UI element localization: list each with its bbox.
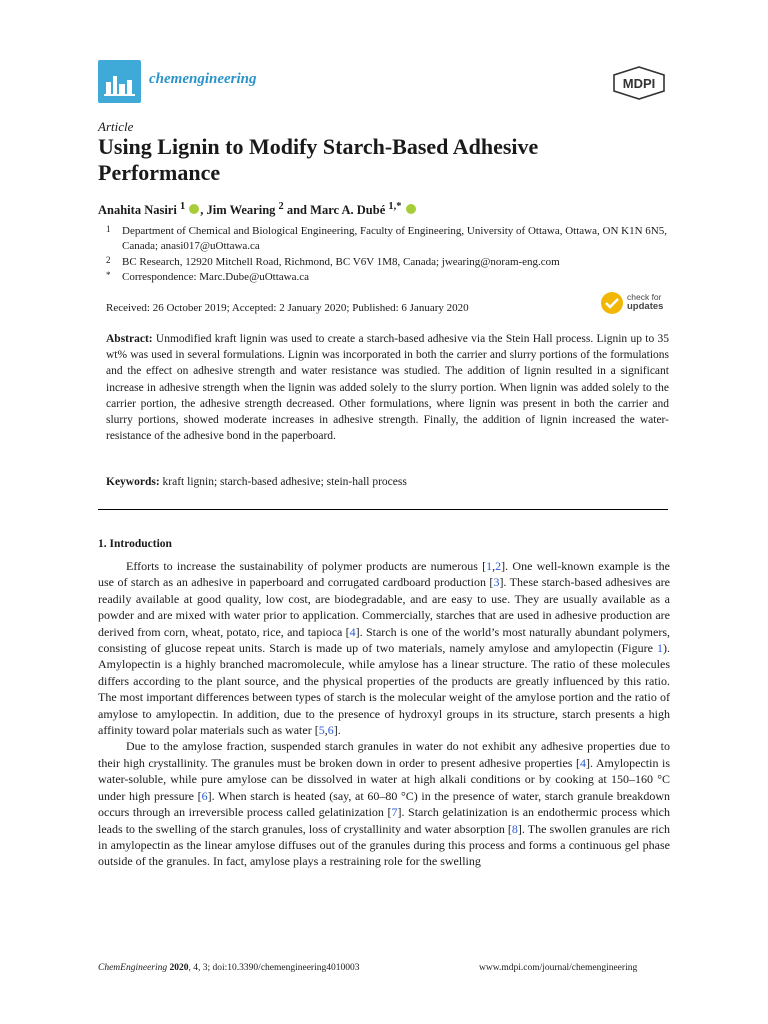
citation-link[interactable]: 4	[579, 755, 586, 770]
abstract	[106, 331, 669, 444]
footer-citation: ChemEngineering 2020, 4, 3; doi:10.3390/chemengineering4010003	[98, 963, 360, 973]
keywords	[106, 476, 407, 488]
figure-link[interactable]: 1	[657, 641, 663, 656]
author-sup: 1	[179, 201, 186, 212]
author-sup: 2	[278, 201, 284, 212]
correspondence: * Correspondence: Marc.Dube@uOttawa.ca	[106, 270, 309, 283]
publication-dates: Received: 26 October 2019; Accepted: 2 January 2020; Published: 6 January 2020	[106, 302, 469, 314]
citation-link[interactable]: 2	[495, 559, 502, 573]
citation-link[interactable]: 8	[511, 821, 518, 836]
journal-name: chemengineering	[149, 71, 257, 87]
abstract-label: Abstract:	[106, 333, 153, 345]
citation-link[interactable]: 1	[486, 559, 493, 573]
citation-link[interactable]: 6	[201, 788, 208, 803]
orcid-icon[interactable]	[406, 204, 416, 214]
author-list: Anahita Nasiri $^1$ , Jim Wearing $^2$ and Marc A. Dubé $^{1,*}$	[98, 201, 417, 218]
author-sup: 1,*	[388, 201, 402, 212]
article-type: Article	[98, 119, 134, 134]
svg-text:MDPI: MDPI	[622, 76, 656, 91]
orcid-icon[interactable]	[189, 204, 199, 214]
publisher-logo	[612, 66, 666, 100]
author-name[interactable]: Jim Wearing	[206, 203, 276, 218]
affiliation-2: 2 BC Research, 12920 Mitchell Road, Richmond, BC V6V 1M8, Canada; jwearing@noram-eng.com	[106, 255, 560, 268]
footer-url[interactable]: www.mdpi.com/journal/chemengineering	[479, 963, 638, 973]
citation-link[interactable]: 3	[493, 575, 500, 590]
abstract-text: Unmodified kraft lignin was used to create a starch-based adhesive via the Stein Hall process. Lignin up to 35 wt% was used in several formulations. Lignin was incorporated in both the carrier and slurry portions of the formulations and the effect on adhesive strength and water resistance was studied. The addition of lignin resulted in a significant increase in adhesive strength when the lignin was added solely to the slurry portion. When lignin was added solely to the carrier portion, the adhesive strength decreased. Other formulations, where lignin was present in both the carrier and slurry portions, showed moderate increases in adhesive strength. Finally, the addition of lignin increased the water-resistance of the adhesive bond in the paperboard.	[106, 333, 669, 443]
affiliation-1: 1 Department of Chemical and Biological Engineering, Faculty of Engineering, University of Ottawa, Ottawa, ON K1N 6N5, Canada; anasi017@uOttawa.ca	[106, 224, 667, 252]
author-name[interactable]: Marc A. Dubé	[310, 203, 386, 218]
paragraph-1: Efforts to increase the sustainability of polymer products are numerous [1,2]. One well-known example is the use of starch as an adhesive in paperboard and corrugated cardboard production [3]. These starch-based adhesives are readily available at good quality, low cost, are biodegradable, and are easy to use. They are usually available as a powder and are mixed with water prior to application. Commercially, starches that are used in adhesive production are derived from corn, wheat, potato, rice, and tapioca [4]. Starch is one of the world’s most naturally abundant polymers, consisting of glucose repeat units. Starch is made up of two materials, namely amylose and amylopectin (Figure 1). Amylopectin is a highly branched macromolecule, while amylose has a linear structure. The ratio of these molecules differs according to the plant source, and the physical properties of the products are greatly influenced by this ratio. The most important differences between types of starch is the molecular weight of the amylose portion and the ratio of amylose to amylopectin. In addition, due to the presence of hydroxyl groups in its structure, starch presents a high affinity toward polar materials such as water [5,6].	[98, 559, 671, 738]
check-for-updates-badge[interactable]: check for updates	[600, 291, 670, 315]
citation-link[interactable]: 4	[349, 624, 356, 639]
body-text	[98, 558, 670, 870]
citation-link[interactable]: 7	[391, 805, 398, 820]
divider	[98, 509, 668, 510]
check-updates-icon	[600, 291, 624, 315]
keywords-label: Keywords:	[106, 476, 160, 488]
citation-link[interactable]: 6	[327, 723, 334, 738]
author-name[interactable]: Anahita Nasiri	[98, 203, 177, 218]
paper-title: Using Lignin to Modify Starch-Based Adhesive Performance	[98, 134, 539, 185]
paragraph-2: Due to the amylose fraction, suspended starch granules in water do not exhibit any adhesive properties due to their high crystallinity. The granules must be broken down in order to present adhesive properties [4]. Amylopectin is water-soluble, while pure amylose can be dissolved in water at high alkali conditions or by cooking at 150–160 °C under high pressure [6]. When starch is heated (say, at 60–80 °C) in the presence of water, starch granule breakdown occurs through an irreversible process called gelatinization [7]. Starch gelatinization is an endothermic process which leads to the swelling of the starch granules, loss of crystallinity and water absorption [8]. The swollen granules are rich in amylopectin as the linear amylose diffuses out of the granules during this process and forms a continuous gel phase outside of the granules. In fact, amylose plays a restraining role for the swelling	[98, 739, 671, 869]
citation-link[interactable]: 5	[318, 723, 325, 738]
journal-logo	[98, 60, 141, 103]
section-heading: 1. Introduction	[98, 538, 172, 550]
keywords-text: kraft lignin; starch-based adhesive; stein-hall process	[162, 476, 407, 488]
